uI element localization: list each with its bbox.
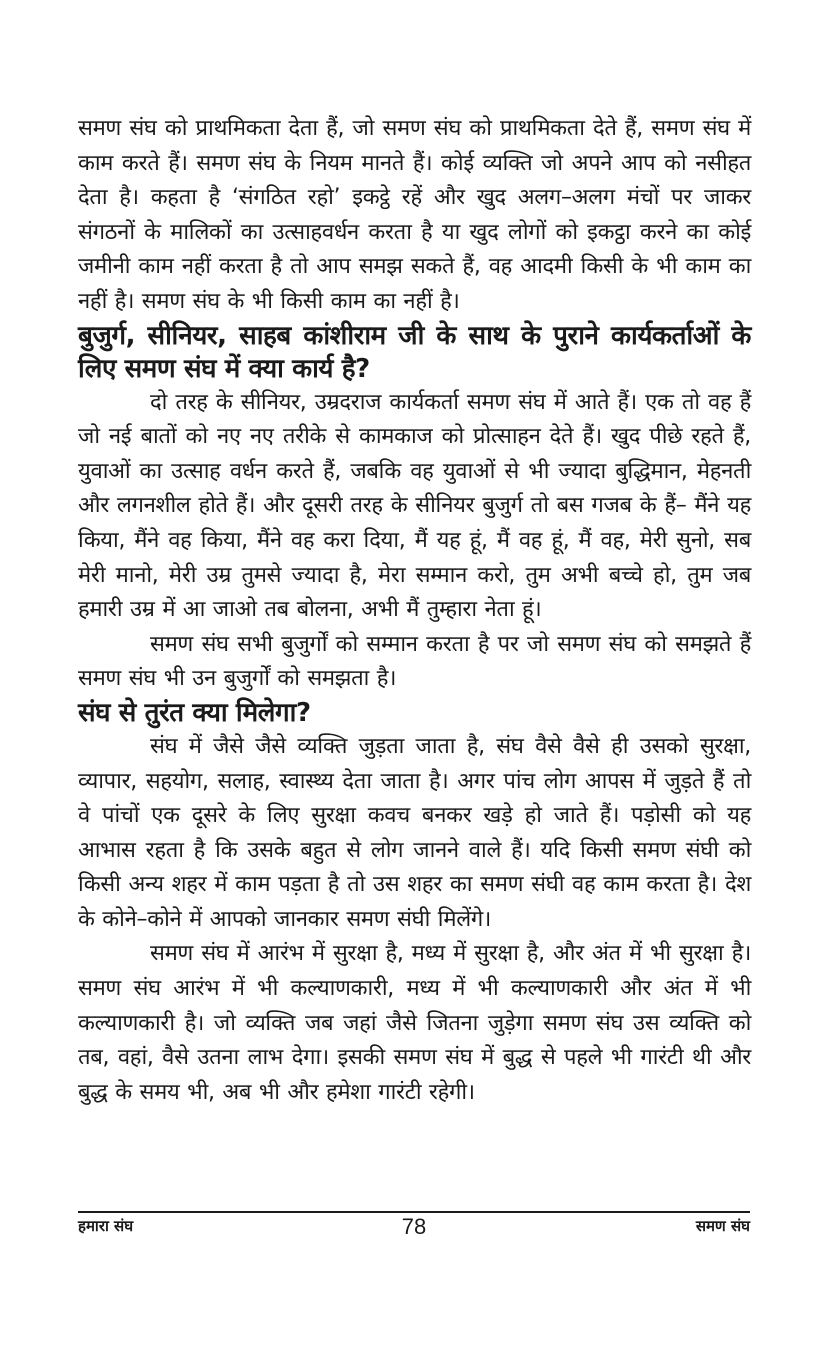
paragraph-two-types-seniors: दो तरह के सीनियर, उम्रदराज कार्यकर्ता समण संघ में आते हैं। एक तो वह हैं जो नई बातों को नए नए तरीके से कामकाज को प्रोत्साहन देते हैं। खुद पीछे रहते हैं, युवाओं का उत्साह वर्धन करते हैं, जबकि वह युवाओं से भी ज्यादा बुद्धिमान, मेहनती और लगनशील होते हैं। और दूसरी तरह के सीनियर बुजुर्ग तो बस गजब के हैं– मैंने यह किया, मैंने वह किया, मैंने वह करा दिया, मैं यह हूं, मैं वह हूं, मैं वह, मेरी सुनो, सब मेरी मानो, मेरी उम्र तुमसे ज्यादा है, मेरा सम्मान करो, तुम अभी बच्चे हो, तुम जब हमारी उम्र में आ जाओ तब बोलना, अभी मैं तुम्हारा नेता हूं। xyxy=(78,389,751,623)
footer-divider xyxy=(78,1211,750,1213)
paragraph-respect-elders: समण संघ सभी बुजुर्गों को सम्मान करता है पर जो समण संघ को समझते हैं समण संघ भी उन बुजुर्गों को समझता है। xyxy=(78,631,751,692)
paragraph-sangh-benefits: संघ में जैसे जैसे व्यक्ति जुड़ता जाता है, संघ वैसे वैसे ही उसको सुरक्षा, व्यापार, सहयोग, सलाह, स्वास्थ्य देता जाता है। अगर पांच लोग आपस में जुड़ते हैं तो वे पांचों एक दूसरे के लिए सुरक्षा कवच बनकर खड़े हो जाते हैं। पड़ोसी को यह आभास रहता है कि उसके बहुत से लोग जानने वाले हैं। यदि किसी समण संघी को किसी अन्य शहर में काम पड़ता है तो उस शहर का समण संघी वह काम करता है। देश के कोने–कोने में आपको जानकार समण संघी मिलेंगे। xyxy=(78,733,751,932)
footer-chapter-title: समण संघ xyxy=(695,1217,750,1235)
page-number: 78 xyxy=(401,1214,427,1239)
paragraph-security-guarantee: समण संघ में आरंभ में सुरक्षा है, मध्य में सुरक्षा है, और अंत में भी सुरक्षा है। समण संघ आरंभ में भी कल्याणकारी, मध्य में भी कल्याणकारी और अंत में भी कल्याणकारी है। जो व्यक्ति जब जहां जैसे जितना जुड़ेगा समण संघ उस व्यक्ति को तब, वहां, वैसे उतना लाभ देगा। इसकी समण संघ में बुद्ध से पहले भी गारंटी थी और बुद्ध के समय भी, अब भी और हमेशा गारंटी रहेगी। xyxy=(78,941,751,1105)
section-heading-immediate-benefit: संघ से तुरंत क्या मिलेगा? xyxy=(78,697,311,728)
paragraph-intro: समण संघ को प्राथमिकता देता हैं, जो समण संघ को प्राथमिकता देते हैं, समण संघ में काम करते हैं। समण संघ के नियम मानते हैं। कोई व्यक्ति जो अपने आप को नसीहत देता है। कहता है ‘संगठित रहो’ इकट्ठे रहें और खुद अलग–अलग मंचों पर जाकर संगठनों के मालिकों का उत्साहवर्धन करता है या खुद लोगों को इकट्ठा करने का कोई जमीनी काम नहीं करता है तो आप समझ सकते हैं, वह आदमी किसी के भी काम का नहीं है। समण संघ के भी किसी काम का नहीं है। xyxy=(78,116,751,314)
footer-book-title: हमारा संघ xyxy=(78,1217,134,1235)
page-body xyxy=(78,112,751,1110)
page-footer xyxy=(78,1214,750,1244)
section-heading-seniors: बुजुर्ग, सीनियर, साहब कांशीराम जी के साथ के पुराने कार्यकर्ताओं के लिए समण संघ में क्या कार्य है? xyxy=(78,320,751,384)
